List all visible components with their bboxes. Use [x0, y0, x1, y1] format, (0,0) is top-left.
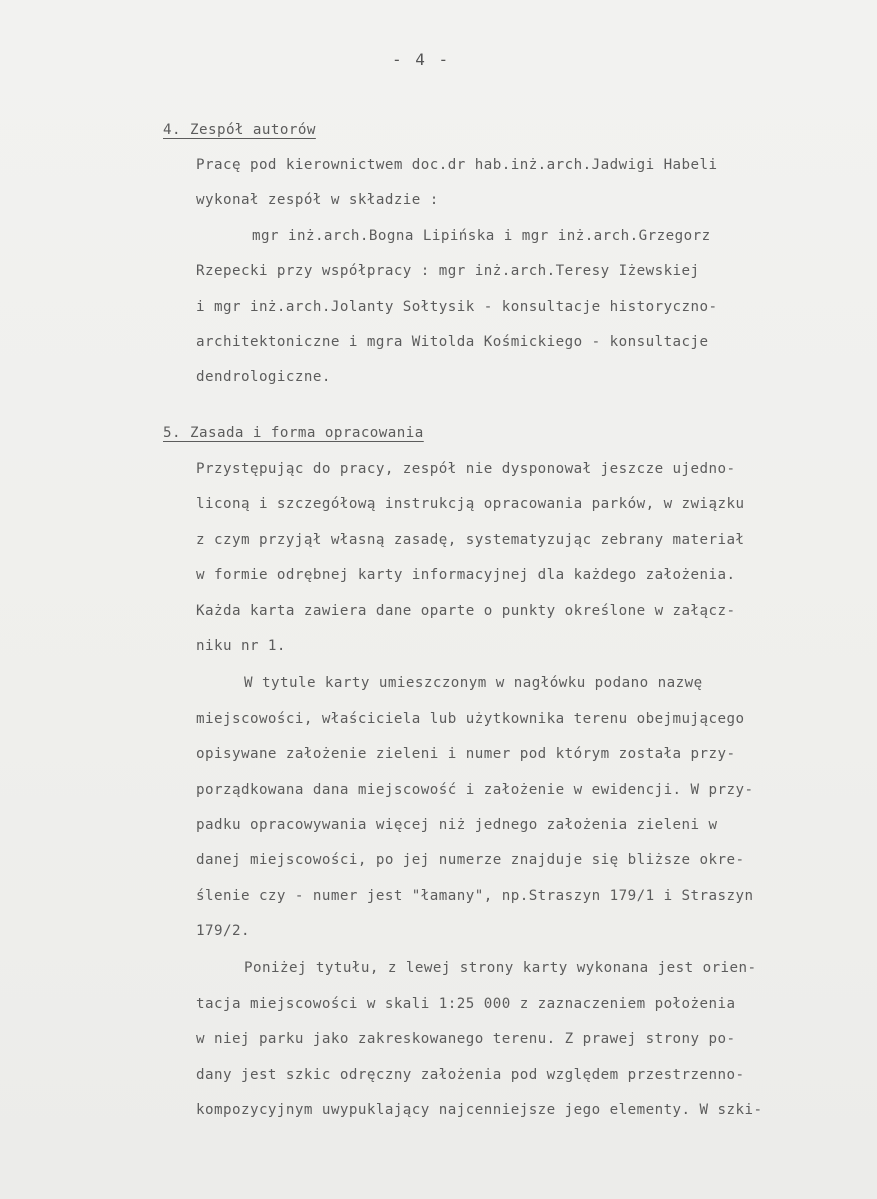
text-line: wykonał zespół w składzie : [196, 192, 439, 208]
text-line: danej miejscowości, po jej numerze znajduje się bliższe okre- [196, 852, 745, 868]
section-4-heading: 4. Zespół autorów [163, 122, 316, 138]
text-line: Każda karta zawiera dane oparte o punkty określone w załącz- [196, 603, 736, 619]
text-line: porządkowana dana miejscowość i założenie w ewidencji. W przy- [196, 782, 754, 798]
page-number: - 4 - [392, 50, 451, 69]
text-line: miejscowości, właściciela lub użytkownika terenu obejmującego [196, 711, 745, 727]
text-line: 179/2. [196, 923, 250, 939]
text-line: Pracę pod kierownictwem doc.dr hab.inż.arch.Jadwigi Habeli [196, 157, 718, 173]
text-line: w niej parku jako zakreskowanego terenu. Z prawej strony po- [196, 1031, 736, 1047]
text-line: w formie odrębnej karty informacyjnej dla każdego założenia. [196, 567, 736, 583]
text-line: Przystępując do pracy, zespół nie dysponował jeszcze ujedno- [196, 461, 736, 477]
text-line: W tytule karty umieszczonym w nagłówku podano nazwę [244, 675, 703, 691]
text-line: architektoniczne i mgra Witolda Kośmickiego - konsultacje [196, 334, 709, 350]
text-line: Poniżej tytułu, z lewej strony karty wykonana jest orien- [244, 960, 757, 976]
text-line: mgr inż.arch.Bogna Lipińska i mgr inż.arch.Grzegorz [252, 228, 711, 244]
text-line: opisywane założenie zieleni i numer pod którym została przy- [196, 746, 736, 762]
text-line: ślenie czy - numer jest "łamany", np.Straszyn 179/1 i Straszyn [196, 888, 754, 904]
text-line: dany jest szkic odręczny założenia pod względem przestrzenno- [196, 1067, 745, 1083]
text-line: liconą i szczegółową instrukcją opracowania parków, w związku [196, 496, 745, 512]
section-5-heading: 5. Zasada i forma opracowania [163, 425, 424, 441]
text-line: niku nr 1. [196, 638, 286, 654]
text-line: Rzepecki przy współpracy : mgr inż.arch.Teresy Iżewskiej [196, 263, 700, 279]
text-line: dendrologiczne. [196, 369, 331, 385]
text-line: i mgr inż.arch.Jolanty Sołtysik - konsultacje historyczno- [196, 299, 718, 315]
text-line: tacja miejscowości w skali 1:25 000 z zaznaczeniem położenia [196, 996, 736, 1012]
text-line: z czym przyjął własną zasadę, systematyzując zebrany materiał [196, 532, 745, 548]
text-line: kompozycyjnym uwypuklający najcenniejsze jego elementy. W szki- [196, 1102, 763, 1118]
text-line: padku opracowywania więcej niż jednego założenia zieleni w [196, 817, 718, 833]
